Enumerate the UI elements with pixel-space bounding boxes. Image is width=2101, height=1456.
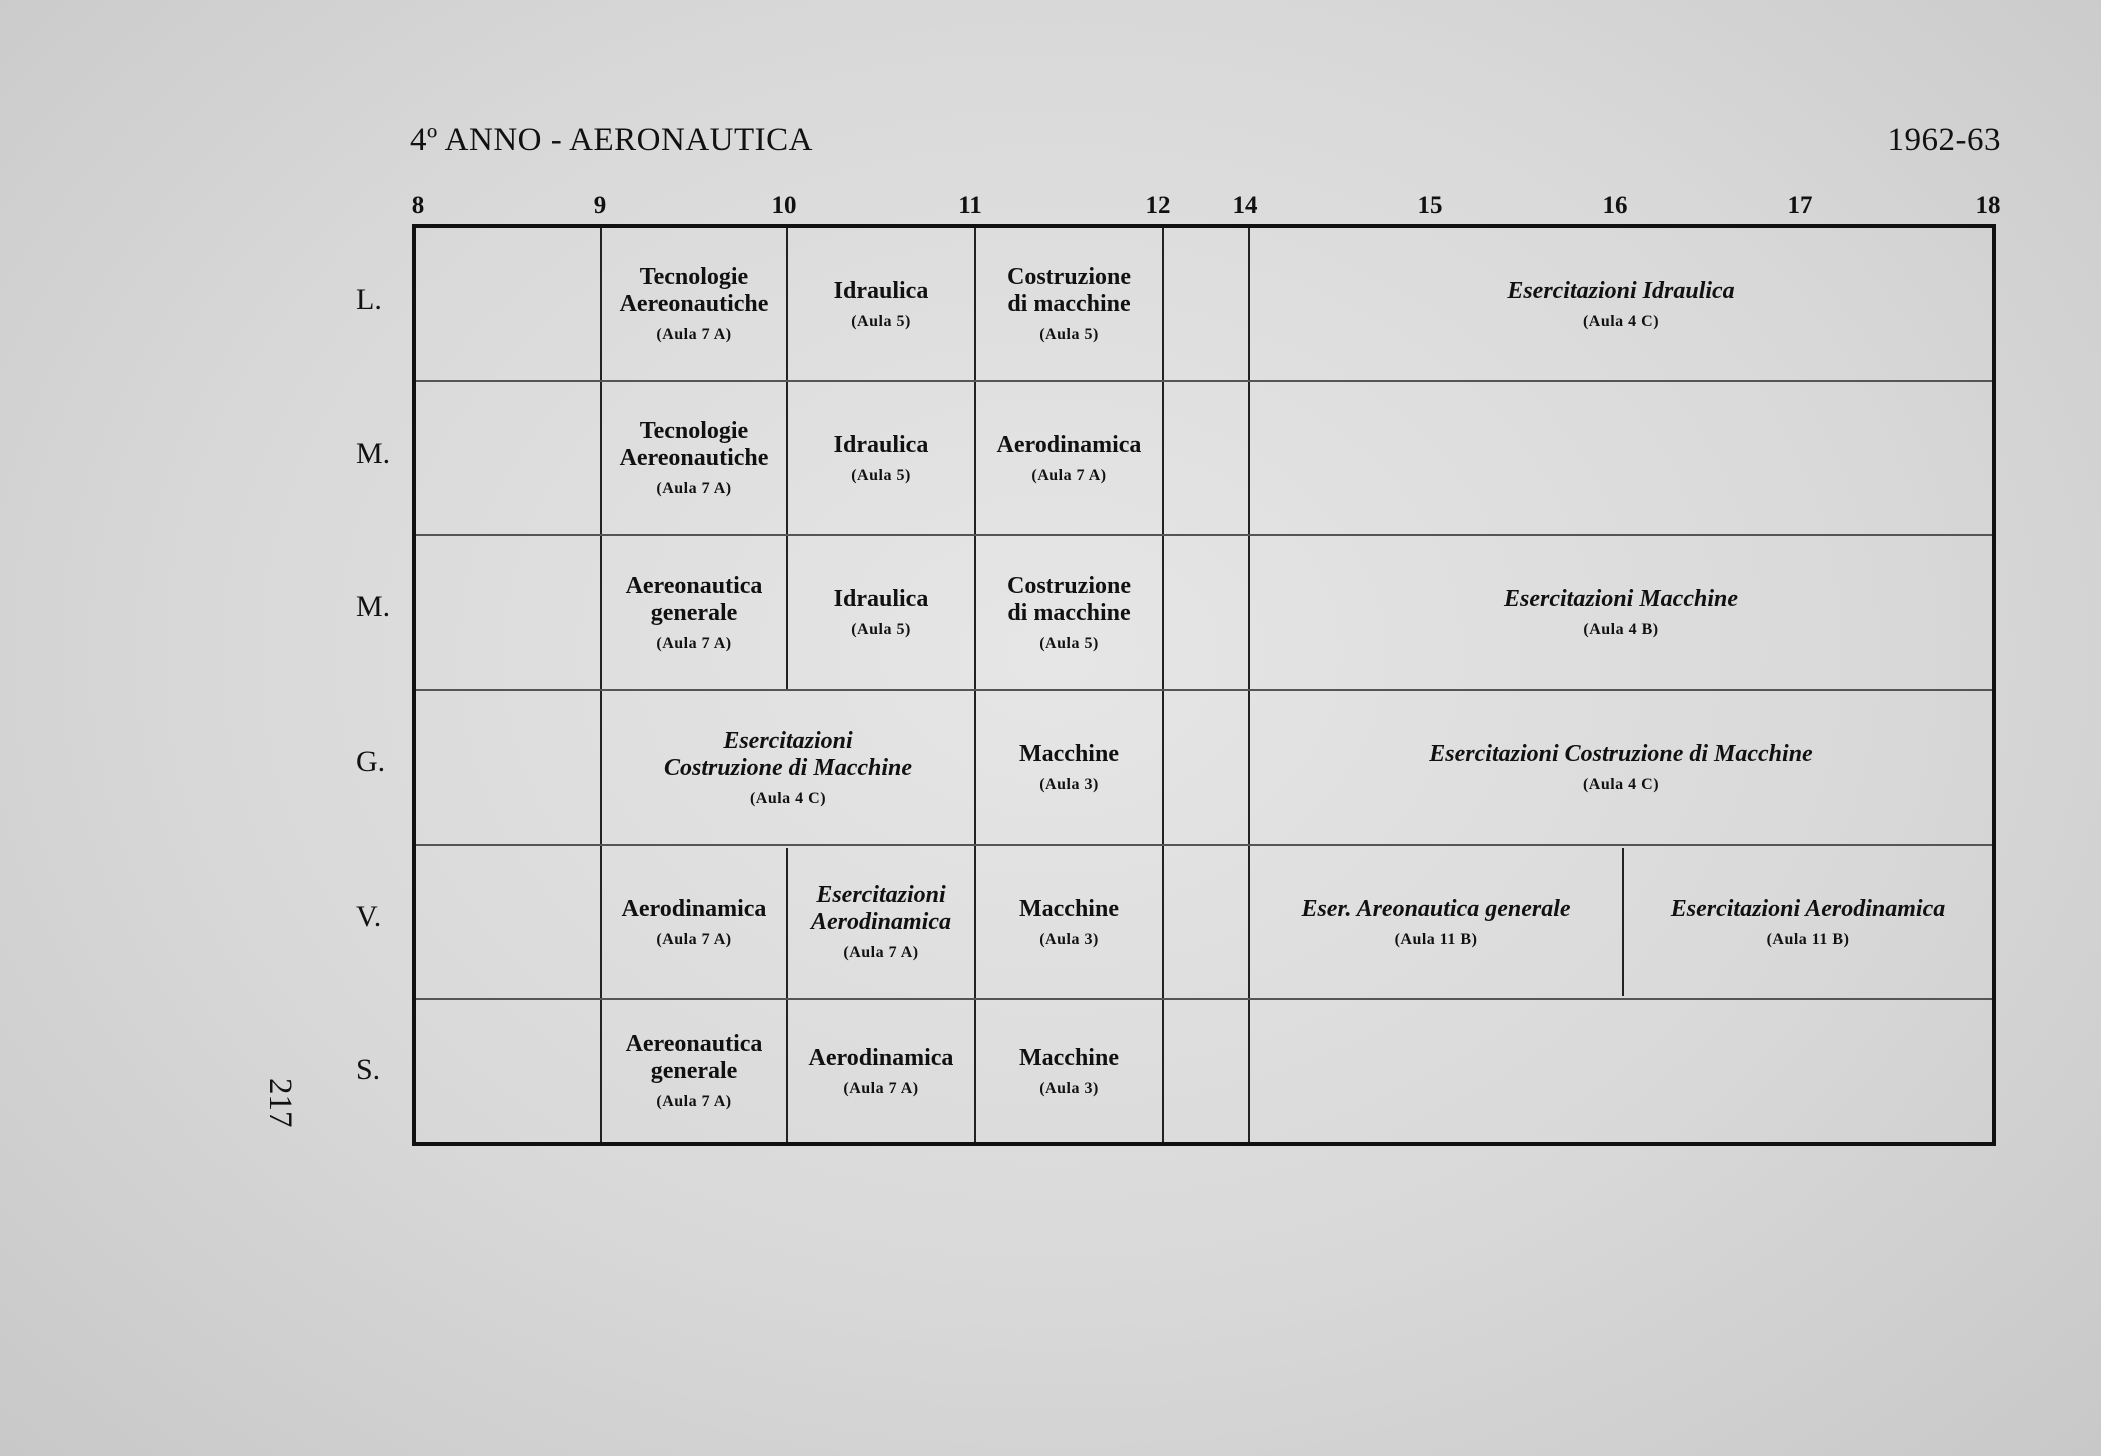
day-label-friday: V. [356,900,382,933]
lesson-subject: generale [650,1058,738,1084]
lesson-cell-gio-macchine [976,691,1162,844]
hour-label: 9 [593,192,607,219]
timetable-grid [412,224,1996,1146]
lesson-subject: Esercitazioni Costruzione di Macchine [1429,741,1813,767]
lesson-room: (Aula 7 A) [656,930,732,948]
lesson-room: (Aula 4 C) [1582,776,1660,793]
page-number: 217 [262,1078,298,1128]
hour-label: 10 [771,192,797,219]
lesson-cell-sab-aerodinamica [788,1000,974,1142]
lesson-cell-sab-aereonautica [602,1000,786,1142]
lesson-room: (Aula 7 A) [843,944,919,961]
day-label-monday: L. [356,283,382,316]
lesson-room: (Aula 4 B) [1583,621,1659,638]
lesson-subject: Macchine [1019,741,1119,767]
lesson-room: (Aula 7 A) [656,634,732,652]
hour-label: 12 [1145,192,1171,219]
lesson-cell-mer-idraulica [788,536,974,689]
lesson-subject: Tecnologie [639,264,749,290]
lesson-subject: Esercitazioni [723,727,853,754]
lesson-room: (Aula 3) [1039,1079,1099,1097]
lesson-room: (Aula 7 A) [656,480,732,497]
lesson-subject: Esercitazioni [816,882,946,908]
day-label-tuesday: M. [356,437,391,470]
lesson-room: (Aula 7 A) [656,1093,732,1110]
lesson-room: (Aula 7 A) [1031,466,1107,484]
day-label-thursday: G. [356,745,386,778]
hour-label: 8 [411,192,425,219]
hour-label: 16 [1602,192,1628,219]
lesson-subject: Eser. Areonautica generale [1301,895,1571,922]
lesson-room: (Aula 4 C) [749,789,827,807]
lesson-cell-gio-eserc-costruzione-pm [1250,691,1992,844]
lesson-subject: Aerodinamica [996,431,1142,458]
lesson-subject: Esercitazioni Idraulica [1507,277,1735,304]
hour-label: 11 [958,192,982,219]
lesson-cell-ven-eserc-aerodinamica-pm [1624,846,1992,998]
lesson-subject: Esercitazioni Macchine [1503,586,1738,612]
lesson-subject: generale [650,599,738,626]
lesson-cell-mer-aereonautica [602,536,786,689]
lesson-cell-ven-eser-aereonautica [1250,846,1622,998]
lesson-cell-ven-aerodinamica [602,846,786,998]
lesson-subject: Tecnologie [639,418,749,444]
hour-label: 14 [1232,192,1258,219]
lesson-subject: Macchine [1019,895,1119,922]
lesson-subject: Aereonautica [625,1031,763,1057]
school-year: 1962-63 [1887,122,2001,158]
lesson-subject: Macchine [1019,1044,1119,1071]
hour-label: 18 [1975,192,2001,219]
lesson-room: (Aula 11 B) [1766,930,1850,948]
lesson-subject: Costruzione [1007,264,1131,290]
lesson-cell-lun-tecnologie [602,228,786,380]
day-label-saturday: S. [356,1053,381,1086]
lesson-cell-lun-eserc-idraulica [1250,228,1992,380]
hour-label: 17 [1787,192,1813,219]
lesson-subject: Costruzione di Macchine [663,754,913,781]
lesson-room: (Aula 5) [851,312,911,330]
lesson-cell-mar-aerodinamica [976,382,1162,534]
lesson-subject: Idraulica [833,431,929,458]
lesson-subject: di macchine [1007,599,1131,626]
day-label-wednesday: M. [356,590,391,623]
lesson-cell-sab-macchine [976,1000,1162,1142]
lesson-subject: Esercitazioni Aerodinamica [1670,895,1946,922]
lesson-subject: Aereonautiche [619,291,769,317]
lesson-room: (Aula 4 C) [1582,312,1660,330]
lesson-cell-ven-macchine [976,846,1162,998]
lesson-subject: di macchine [1007,291,1131,317]
lesson-room: (Aula 7 A) [843,1079,919,1097]
lesson-cell-ven-eserc-aerodinamica [788,846,974,998]
lesson-subject: Aereonautiche [619,445,769,471]
hour-label: 15 [1417,192,1443,219]
lesson-cell-mer-eserc-macchine [1250,536,1992,689]
lesson-subject: Aerodinamica [808,1044,954,1071]
lesson-room: (Aula 5) [1039,634,1099,652]
lesson-cell-mar-idraulica [788,382,974,534]
lesson-room: (Aula 11 B) [1394,930,1478,948]
lesson-room: (Aula 5) [851,466,911,484]
lesson-cell-lun-idraulica [788,228,974,380]
lesson-subject: Aerodinamica [810,909,951,935]
lesson-cell-mer-costruzione [976,536,1162,689]
lesson-subject: Costruzione [1007,572,1131,599]
lesson-subject: Aereonautica [625,572,763,599]
lesson-cell-gio-eserc-costruzione [602,691,974,844]
lesson-room: (Aula 3) [1039,930,1099,948]
lesson-subject: Idraulica [833,586,929,612]
timetable-title: 4º ANNO - AERONAUTICA [410,122,813,158]
lesson-room: (Aula 3) [1039,776,1099,793]
lesson-cell-lun-costruzione [976,228,1162,380]
lesson-room: (Aula 7 A) [656,326,732,343]
column-divider [1162,228,1164,1142]
lesson-room: (Aula 5) [851,621,911,638]
lesson-room: (Aula 5) [1039,326,1099,343]
lesson-subject: Idraulica [833,277,929,304]
lesson-subject: Aerodinamica [621,895,767,922]
lesson-cell-mar-tecnologie [602,382,786,534]
